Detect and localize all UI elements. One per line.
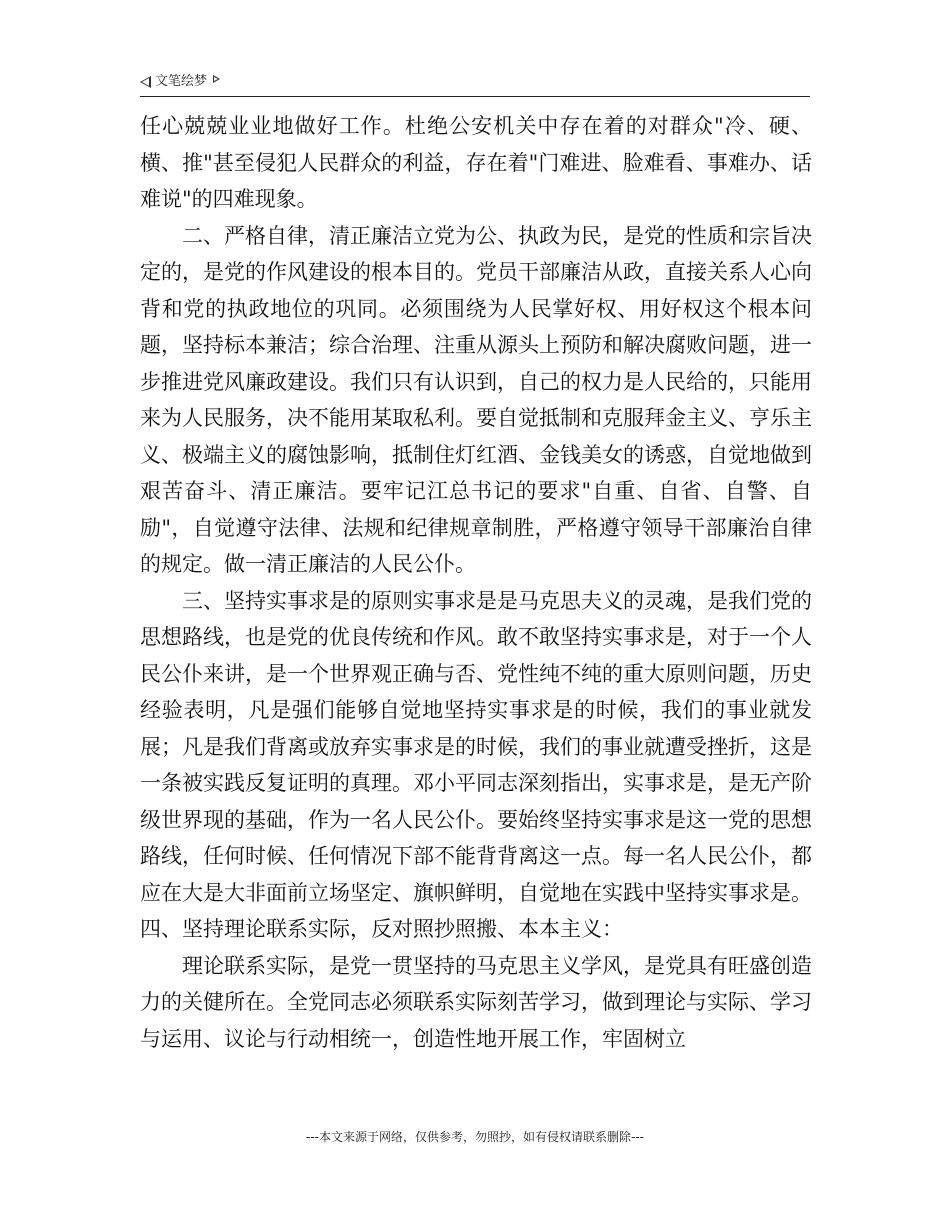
paragraph-1: 任心兢兢业业地做好工作。杜绝公安机关中存在着的对群众"冷、硬、横、推"甚至侵犯人民群众的利益，存在着"门难进、脸难看、事难办、话难说"的四难现象。: [140, 114, 812, 211]
paragraph-4: 理论联系实际，是党一贯坚持的马克思主义学风，是党具有旺盛创造力的关健所在。全党同志必须联系实际刻苦学习，做到理论与实际、学习与运用、议论与行动相统一，创造性地开展工作，牢固树立: [140, 953, 812, 1051]
document-body: [140, 108, 812, 1057]
triangle-left-icon: [140, 76, 151, 88]
page-header: [140, 70, 810, 97]
page-footer: ---本文来源于网络，仅供参考，勿照抄，如有侵权请联系删除---: [306, 1130, 644, 1144]
header-brand: 文笔绘梦: [155, 74, 208, 89]
triangle-right-icon: [213, 75, 220, 83]
paragraph-2: 二、严格自律，清正廉洁立党为公、执政为民，是党的性质和宗旨决定的，是党的作风建设的根本目的。党员干部廉洁从政，直接关系人心向背和党的执政地位的巩同。必须围绕为人民掌好权、用好权这个根本问题，坚持标本兼洁；综合治理、注重从源头上预防和解决腐败问题，进一步推进党风廉政建设。我们只有认识到，自己的权力是人民给的，只能用来为人民服务，决不能用某取私利。要自觉抵制和克服拜金主义、亨乐主义、极端主义的腐蚀影响，抵制住灯红酒、金钱美女的诱惑，自觉地做到艰苦奋斗、清正廉洁。要牢记江总书记的要求"自重、自省、自警、自励"，自觉遵守法律、法规和纪律规章制胜，严格遵守领导干部廉治自律的规定。做一清正廉洁的人民公仆。: [140, 223, 812, 576]
paragraph-3: 三、坚持实事求是的原则实事求是是马克思夫义的灵魂，是我们党的思想路线，也是党的优良传统和作风。敢不敢坚持实事求是，对于一个人民公仆来讲，是一个世界观正确与否、党性纯不纯的重大原则问题，历史经验表明，凡是强们能够自觉地坚持实事求是的时候，我们的事业就发展；凡是我们背离或放弃实事求是的时候，我们的事业就遭受挫折，这是一条被实践反复证明的真理。邓小平同志深刻指出，实事求是，是无产阶级世界现的基础，作为一名人民公仆。要始终坚持实事求是这一党的思想路线，任何时候、任何情况下部不能背背离这一点。每一名人民公仆，都应在大是大非面前立场坚定、旗帜鲜明，自觉地在实践中坚持实事求是。四、坚持理论联系实际，反对照抄照搬、本本主义：: [140, 588, 812, 941]
